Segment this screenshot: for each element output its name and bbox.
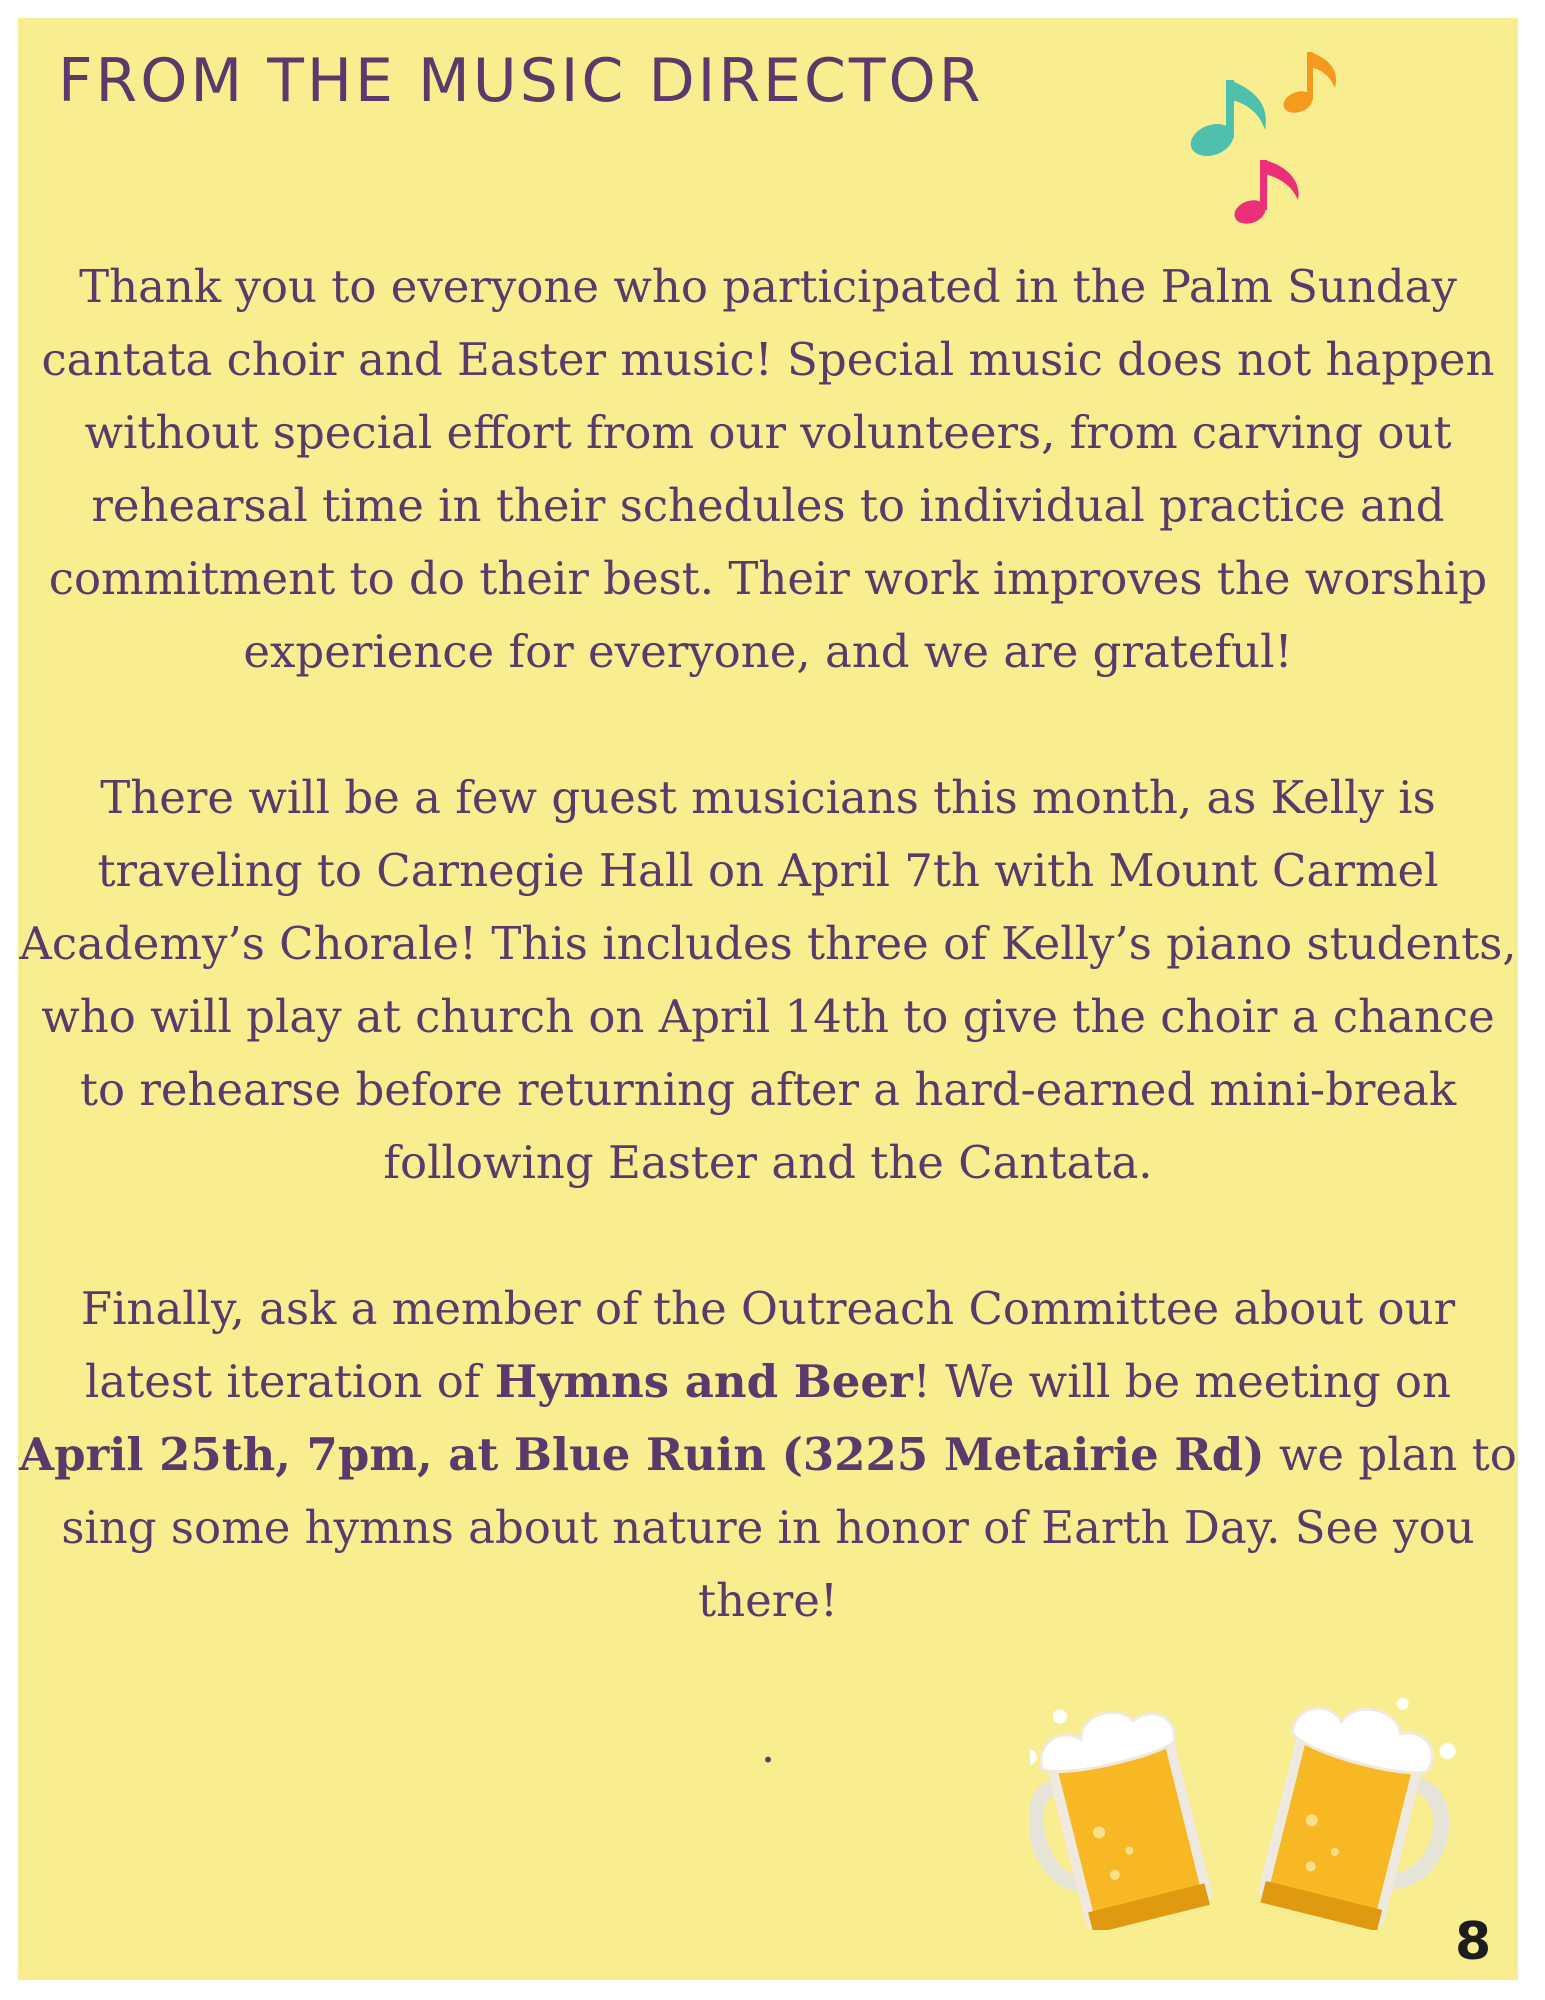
trailing-dot: . (760, 1720, 776, 1773)
teal-note (1186, 80, 1266, 162)
paragraph-text-3: we plan to sing some hymns about nature in honor of Earth Day. See you there! (61, 1428, 1517, 1627)
right-mug (1250, 1680, 1460, 1930)
letter-body (18, 250, 1518, 1783)
beer-mugs-icon (1030, 1680, 1460, 1930)
left-mug (1030, 1684, 1217, 1930)
paragraph-thanks: Thank you to everyone who participated in the Palm Sunday cantata choir and Easter music! Special music does not happen without special effort from our volunteers, from carving out rehearsal time in their schedules to individual practice and commitment to do their best. Their work improves the worship experience for everyone, and we are grateful! (41, 260, 1495, 678)
paragraph-hymns-and-beer (18, 1272, 1518, 1637)
event-details: April 25th, 7pm, at Blue Ruin (3225 Metairie Rd) (19, 1428, 1265, 1481)
music-notes-icon (1180, 50, 1355, 230)
paragraph-text-2: ! We will be meeting on (912, 1355, 1452, 1408)
paragraph-text-1: Finally, ask a member of the Outreach Committee about our latest iteration of (80, 1282, 1456, 1408)
event-name: Hymns and Beer (494, 1355, 913, 1408)
pink-note (1231, 160, 1298, 228)
page-title: FROM THE MUSIC DIRECTOR (58, 46, 984, 116)
paragraph-guest-musicians: There will be a few guest musicians this month, as Kelly is traveling to Carnegie Hall on April 7th with Mount Carmel Academy’s Chorale! This includes three of Kelly’s piano students, who will play at church on April 14th to give the choir a chance to rehearse before returning after a hard-earned mini-break following Easter and the Cantata. (19, 771, 1517, 1189)
page-number: 8 (1455, 1912, 1492, 1972)
orange-note (1280, 52, 1336, 117)
